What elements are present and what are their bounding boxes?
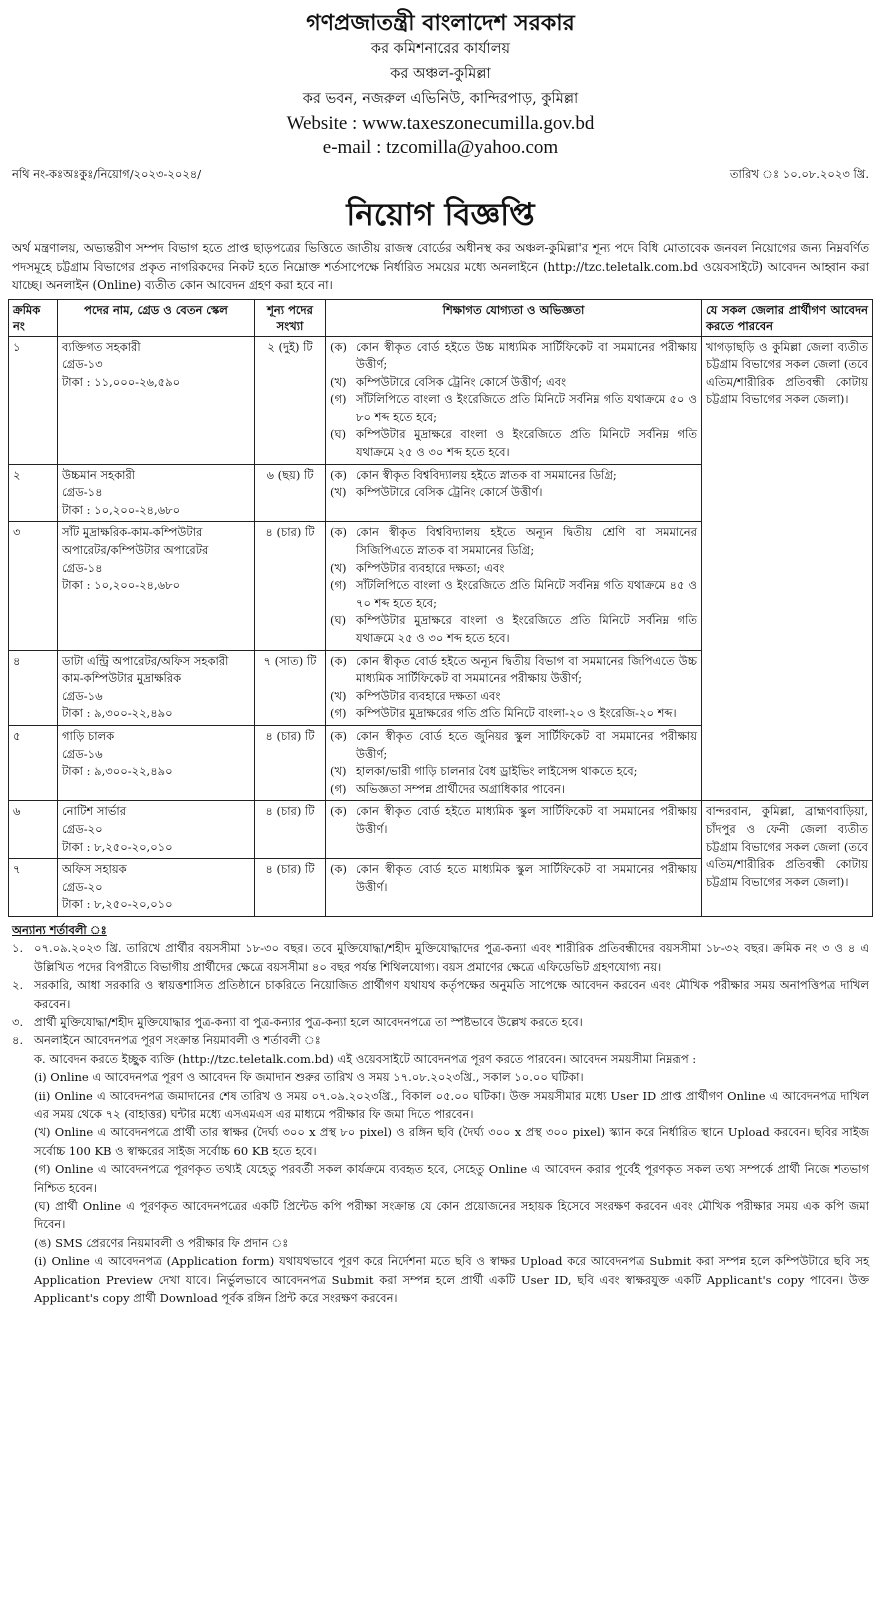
qualification-item bbox=[330, 467, 697, 485]
vacancy-count: ৭ (সাত) টি bbox=[255, 650, 326, 725]
table-row bbox=[9, 336, 873, 464]
post-scale: টাকা : ৮,২৫০-২০,০১০ bbox=[62, 839, 173, 854]
condition-number: ১. bbox=[12, 941, 24, 956]
qualification-marker: (গ) bbox=[330, 706, 347, 721]
vacancy-count: ৪ (চার) টি bbox=[255, 859, 326, 917]
letterhead bbox=[8, 10, 873, 160]
qualification-cell bbox=[326, 522, 702, 650]
qualification-marker: (ঘ) bbox=[330, 613, 347, 628]
condition-number: ৪. bbox=[12, 1033, 24, 1048]
qualification-item bbox=[330, 339, 697, 374]
qualification-marker: (ঘ) bbox=[330, 427, 347, 442]
post-scale: টাকা : ১০,২০০-২৪,৬৮০ bbox=[62, 502, 181, 517]
memo-date: তারিখ ঃ ১০.০৮.২০২৩ খ্রি. bbox=[729, 167, 869, 181]
qualification-marker: (গ) bbox=[330, 392, 347, 407]
qualification-text: কোন স্বীকৃত বোর্ড হতে মাধ্যমিক স্কুল সার্টিফিকেট বা সমমানের পরীক্ষায় উত্তীর্ণ। bbox=[356, 862, 697, 894]
website-link[interactable]: Website : www.taxeszonecumilla.gov.bd bbox=[286, 113, 595, 134]
post-grade: গ্রেড-১৬ bbox=[62, 688, 103, 703]
post-grade: গ্রেড-১৪ bbox=[62, 560, 103, 575]
qualification-text: কম্পিউটার ব্যবহারে দক্ষতা; এবং bbox=[356, 560, 505, 575]
vacancy-count: ২ (দুই) টি bbox=[255, 336, 326, 464]
online-rules-list bbox=[12, 1050, 869, 1308]
qualification-item bbox=[330, 728, 697, 763]
eligible-districts: খাগড়াছড়ি ও কুমিল্লা জেলা ব্যতীত চট্টগ্রাম বিভাগের সকল জেলা (তবে এতিম/শারীরিক প্রতিবন্ধী কোটায় চট্টগ্রাম বিভাগের সকল জেলা)। bbox=[702, 336, 873, 801]
col-header-districts: যে সকল জেলার প্রার্থীগণ আবেদন করতে পারবেন bbox=[702, 299, 873, 336]
qualification-cell bbox=[326, 725, 702, 800]
post-grade: গ্রেড-১৬ bbox=[62, 746, 103, 761]
condition-item bbox=[12, 939, 869, 976]
post-post: অফিস সহায়ক bbox=[62, 862, 127, 877]
online-rule-item: (খ) Online এ আবেদনপত্রে প্রার্থী তার স্বাক্ষর (দৈর্ঘ্য ৩০০ x প্রস্থ ৮০ pixel) ও রঙ্গিন ছবি (দৈর্ঘ্য ৩০০ x প্রস্থ ৩০০ pixel) স্ক্যান করে নির্ধারিত স্থানে Upload করবেন। ছবির সাইজ সর্বোচ্চ 100 KB ও স্বাক্ষরের সাইজ সর্বোচ্চ 60 KB হতে হবে। bbox=[34, 1125, 869, 1158]
post-post: গাড়ি চালক bbox=[62, 728, 115, 743]
page-title: নিয়োগ বিজ্ঞপ্তি bbox=[346, 197, 535, 233]
qualification-item bbox=[330, 705, 697, 723]
row-serial: ৪ bbox=[9, 650, 58, 725]
email-link[interactable]: e-mail : tzcomilla@yahoo.com bbox=[322, 137, 559, 158]
qualification-marker: (ক) bbox=[330, 467, 348, 482]
memo-line bbox=[8, 166, 873, 185]
post-scale: টাকা : ৯,৩০০-২২,৪৯০ bbox=[62, 764, 173, 779]
row-serial: ৩ bbox=[9, 522, 58, 650]
row-serial: ৭ bbox=[9, 859, 58, 917]
online-rule-item: (i) Online এ আবেদনপত্র পূরণ ও আবেদন ফি জমাদান শুরুর তারিখ ও সময় ১৭.০৮.২০২৩খ্রি., সকাল ১০.০০ ঘটিকা। bbox=[34, 1070, 584, 1085]
qualification-text: সাঁটলিপিতে বাংলা ও ইংরেজিতে প্রতি মিনিটে সর্বনিম্ন গতি যথাক্রমে ৪৫ ও ৭০ শব্দ হতে হবে; bbox=[356, 578, 697, 610]
qualification-marker: (খ) bbox=[330, 374, 347, 389]
conditions-heading: অন্যান্য শর্তাবলী ঃ bbox=[12, 922, 107, 937]
qualification-marker: (ক) bbox=[330, 339, 348, 354]
qualification-item bbox=[330, 484, 697, 502]
qualification-item bbox=[330, 524, 697, 559]
qualification-item bbox=[330, 781, 697, 799]
zone-name: কর অঞ্চল-কুমিল্লা bbox=[390, 66, 491, 82]
qualification-cell bbox=[326, 650, 702, 725]
post-cell bbox=[58, 522, 255, 650]
conditions-list bbox=[12, 939, 869, 1049]
qualification-item bbox=[330, 426, 697, 461]
intro-paragraph: অর্থ মন্ত্রণালয়, অভ্যন্তরীণ সম্পদ বিভাগ হতে প্রাপ্ত ছাড়পত্রের ভিত্তিতে জাতীয় রাজস্ব বোর্ডের অধীনস্থ কর অঞ্চল-কুমিল্লা'র শূন্য পদে বিধি মোতাবেক জনবল নিয়োগের জন্য নিম্নবর্ণিত পদসমূহে চট্টগ্রাম বিভাগের প্রকৃত নাগরিকদের নিকট হতে নিম্নোক্ত শর্তসাপেক্ষে নির্ধারিত সময়ের মধ্যে অনলাইনে (http://tzc.teletalk.com.bd ওয়েবসাইটে) আবেদন আহ্বান করা যাচ্ছে। অনলাইন (Online) ব্যতীত কোন আবেদন গ্রহণ করা হবে না। bbox=[12, 241, 869, 292]
job-circular-page bbox=[8, 10, 873, 1307]
qualification-text: কম্পিউটার মুদ্রাক্ষরের গতি প্রতি মিনিটে বাংলা-২০ ও ইংরেজি-২০ শব্দ। bbox=[356, 706, 677, 721]
qualification-item bbox=[330, 560, 697, 578]
post-grade: গ্রেড-১৪ bbox=[62, 485, 103, 500]
qualification-text: কম্পিউটার মুদ্রাক্ষরে বাংলা ও ইংরেজিতে প্রতি মিনিটে সর্বনিম্ন গতি যথাক্রমে ২৫ ও ৩০ শব্দ হতে হবে। bbox=[356, 427, 697, 460]
table-row bbox=[9, 801, 873, 859]
eligible-districts: বান্দরবান, কুমিল্লা, ব্রাহ্মণবাড়িয়া, চাঁদপুর ও ফেনী জেলা ব্যতীত চট্টগ্রাম বিভাগের সকল জেলা (তবে এতিম/শারীরিক প্রতিবন্ধী কোটায় চট্টগ্রাম বিভাগের সকল জেলা)। bbox=[702, 801, 873, 917]
post-cell bbox=[58, 725, 255, 800]
table-header-row bbox=[9, 299, 873, 336]
qualification-marker: (খ) bbox=[330, 485, 347, 500]
vacancy-table bbox=[8, 299, 873, 917]
post-cell bbox=[58, 464, 255, 522]
qualification-text: কোন স্বীকৃত বোর্ড হতে জুনিয়র স্কুল সার্টিফিকেট বা সমমানের পরীক্ষায় উত্তীর্ণ; bbox=[356, 728, 697, 761]
online-rule-item: ক. আবেদন করতে ইচ্ছুক ব্যক্তি (http://tzc.teletalk.com.bd) এই ওয়েবসাইটে আবেদনপত্র পূরণ করতে পারবেন। আবেদন সময়সীমা নিম্নরূপ : bbox=[34, 1051, 697, 1066]
qualification-item bbox=[330, 803, 697, 838]
qualification-text: সাঁটলিপিতে বাংলা ও ইংরেজিতে প্রতি মিনিটে সর্বনিম্ন গতি যথাক্রমে ৫০ ও ৮০ শব্দ হতে হবে; bbox=[356, 392, 697, 424]
qualification-cell bbox=[326, 801, 702, 859]
office-address: কর ভবন, নজরুল এভিনিউ, কান্দিরপাড়, কুমিল্লা bbox=[302, 91, 579, 107]
qualification-item bbox=[330, 861, 697, 896]
post-scale: টাকা : ১০,২০০-২৪,৬৮০ bbox=[62, 578, 181, 593]
col-header-post: পদের নাম, গ্রেড ও বেতন স্কেল bbox=[58, 299, 255, 336]
qualification-marker: (ক) bbox=[330, 862, 348, 877]
qualification-text: কোন স্বীকৃত বোর্ড হইতে অন্যূন দ্বিতীয় বিভাগ বা সমমানের জিপিএতে উচ্চ মাধ্যমিক সার্টিফিকেট বা সমমানের পরীক্ষায় উত্তীর্ণ; bbox=[356, 653, 697, 686]
qualification-text: হালকা/ভারী গাড়ি চালনার বৈধ ড্রাইভিং লাইসেন্স থাকতে হবে; bbox=[356, 764, 638, 779]
office-name: কর কমিশনারের কার্যালয় bbox=[370, 41, 511, 57]
qualification-text: অভিজ্ঞতা সম্পন্ন প্রার্থীদের অগ্রাধিকার পাবেন। bbox=[356, 781, 566, 796]
condition-item bbox=[12, 1031, 869, 1049]
qualification-cell bbox=[326, 464, 702, 522]
post-post: নোটিশ সার্ভার bbox=[62, 804, 127, 819]
post-post: সাঁট মুদ্রাক্ষরিক-কাম-কম্পিউটার অপারেটর/কম্পিউটার অপারেটর bbox=[62, 525, 209, 558]
condition-text: অনলাইনে আবেদনপত্র পূরণ সংক্রান্ত নিয়মাবলী ও শর্তাবলী ঃ bbox=[34, 1033, 321, 1048]
post-grade: গ্রেড-১৩ bbox=[62, 357, 103, 372]
qualification-marker: (ক) bbox=[330, 653, 348, 668]
post-post: উচ্চমান সহকারী bbox=[62, 467, 136, 482]
online-rule-item: (i) Online এ আবেদনপত্র (Application form) যথাযথভাবে পূরণ করে নির্দেশনা মতে ছবি ও স্বাক্ষর Upload করে আবেদনপত্র Submit করা সম্পন্ন হলে কম্পিউটারে ছবি সহ Application Preview দেখা যাবে। নির্ভুলভাবে আবেদনপত্র Submit করা সম্পন্ন হলে প্রার্থী একটি User ID, ছবি এবং স্বাক্ষরযুক্ত একটি Applicant's copy পাবেন। উক্ত Applicant's copy প্রার্থী Download পূর্বক রঙ্গিন প্রিন্ট করে সংরক্ষণ করবেন। bbox=[34, 1254, 869, 1306]
vacancy-count: ৬ (ছয়) টি bbox=[255, 464, 326, 522]
qualification-text: কোন স্বীকৃত বিশ্ববিদ্যালয় হইতে স্নাতক বা সমমানের ডিগ্রি; bbox=[356, 467, 617, 482]
qualification-marker: (খ) bbox=[330, 764, 347, 779]
online-rule-item: (ঙ) SMS প্রেরণের নিয়মাবলী ও পরীক্ষার ফি প্রদান ঃ bbox=[34, 1235, 289, 1250]
post-scale: টাকা : ৮,২৫০-২০,০১০ bbox=[62, 897, 173, 912]
col-header-qualification: শিক্ষাগত যোগ্যতা ও অভিজ্ঞতা bbox=[326, 299, 702, 336]
qualification-text: কম্পিউটারে বেসিক ট্রেনিং কোর্সে উত্তীর্ণ। bbox=[356, 485, 543, 500]
government-name: গণপ্রজাতন্ত্রী বাংলাদেশ সরকার bbox=[306, 10, 575, 36]
qualification-item bbox=[330, 374, 697, 392]
condition-number: ২. bbox=[12, 978, 24, 993]
qualification-text: কম্পিউটার মুদ্রাক্ষরে বাংলা ও ইংরেজিতে প্রতি মিনিটে সর্বনিম্ন গতি যথাক্রমে ২৫ ও ৩০ শব্দ হতে হবে। bbox=[356, 613, 697, 645]
table-body bbox=[9, 336, 873, 916]
qualification-text: কোন স্বীকৃত বোর্ড হইতে মাধ্যমিক স্কুল সার্টিফিকেট বা সমমানের পরীক্ষায় উত্তীর্ণ। bbox=[356, 804, 697, 836]
qualification-text: কম্পিউটার ব্যবহারে দক্ষতা এবং bbox=[356, 688, 501, 703]
qualification-item bbox=[330, 612, 697, 647]
col-header-sl: ক্রমিক নং bbox=[9, 299, 58, 336]
condition-text: সরকারি, আধা সরকারি ও স্বায়ত্তশাসিত প্রতিষ্ঠানে চাকরিতে নিয়োজিত প্রার্থীগণ যথাযথ কর্তৃপক্ষের অনুমতি সাপেক্ষে আবেদন করবেন এবং মৌখিক পরীক্ষার সময় অনাপত্তিপত্র দাখিল করবেন। bbox=[34, 978, 869, 1011]
post-cell bbox=[58, 650, 255, 725]
post-scale: টাকা : ৯,৩০০-২২,৪৯০ bbox=[62, 706, 173, 721]
qualification-cell bbox=[326, 336, 702, 464]
qualification-text: কম্পিউটারে বেসিক ট্রেনিং কোর্সে উত্তীর্ণ; এবং bbox=[356, 374, 567, 389]
post-scale: টাকা : ১১,০০০-২৬,৫৯০ bbox=[62, 374, 181, 389]
online-rule-item: (ii) Online এ আবেদনপত্র জমাদানের শেষ তারিখ ও সময় ০৭.০৯.২০২৩খ্রি., বিকাল ০৫.০০ ঘটিকা। উক্ত সময়সীমার মধ্যে User ID প্রাপ্ত প্রার্থীগণ Online এ আবেদনপত্র দাখিল এর সময় থেকে ৭২ (বাহাত্তর) ঘন্টার মধ্যে এসএমএস এর মাধ্যমে পরীক্ষার ফি জমা দিতে পারবেন। bbox=[34, 1088, 869, 1121]
qualification-item bbox=[330, 391, 697, 426]
memo-number: নথি নং-কঃঅঃকুঃ/নিয়োগ/২০২৩-২০২৪/ bbox=[12, 167, 202, 181]
post-post: ডাটা এন্ট্রি অপারেটর/অফিস সহকারী কাম-কম্পিউটার মুদ্রাক্ষরিক bbox=[62, 653, 229, 686]
qualification-marker: (গ) bbox=[330, 578, 347, 593]
post-grade: গ্রেড-২০ bbox=[62, 821, 103, 836]
online-rule-item: (গ) Online এ আবেদনপত্রে পূরণকৃত তথ্যই যেহেতু পরবর্তী সকল কার্যক্রমে ব্যবহৃত হবে, সেহেতু Online এ আবেদন করার পূর্বেই পূরণকৃত সকল তথ্য সম্পর্কে প্রার্থী নিজে শতভাগ নিশ্চিত হবেন। bbox=[34, 1162, 869, 1195]
qualification-marker: (ক) bbox=[330, 804, 348, 819]
qualification-marker: (ক) bbox=[330, 728, 348, 743]
post-cell bbox=[58, 801, 255, 859]
qualification-cell bbox=[326, 859, 702, 917]
post-post: ব্যক্তিগত সহকারী bbox=[62, 339, 141, 354]
post-cell bbox=[58, 336, 255, 464]
qualification-text: কোন স্বীকৃত বোর্ড হইতে উচ্চ মাধ্যমিক সার্টিফিকেট বা সমমানের পরীক্ষায় উত্তীর্ণ; bbox=[356, 339, 697, 372]
row-serial: ২ bbox=[9, 464, 58, 522]
vacancy-count: ৪ (চার) টি bbox=[255, 801, 326, 859]
condition-item bbox=[12, 976, 869, 1013]
qualification-marker: (খ) bbox=[330, 688, 347, 703]
condition-number: ৩. bbox=[12, 1014, 24, 1029]
qualification-text: কোন স্বীকৃত বিশ্ববিদ্যালয় হইতে অন্যূন দ্বিতীয় শ্রেণি বা সমমানের সিজিপিএতে স্নাতক বা সমমানের ডিগ্রি; bbox=[356, 525, 697, 558]
condition-text: ০৭.০৯.২০২৩ খ্রি. তারিখে প্রার্থীর বয়সসীমা ১৮-৩০ বছর। তবে মুক্তিযোদ্ধা/শহীদ মুক্তিযোদ্ধাদের পুত্র-কন্যা এবং শারীরিক প্রতিবন্ধীদের বয়সসীমা ১৮-৩২ বছর। ক্রমিক নং ৩ ও ৪ এ উল্লিখিত পদের বিপরীতে বিভাগীয় প্রার্থীদের ক্ষেত্রে বয়সসীমা ৪০ বছর পর্যন্ত শিথিলযোগ্য। বয়স প্রমাণের ক্ষেত্রে এফিডেভিট গ্রহণযোগ্য নয়। bbox=[34, 941, 869, 974]
condition-item bbox=[12, 1013, 869, 1031]
conditions-section bbox=[8, 921, 873, 1308]
qualification-marker: (গ) bbox=[330, 781, 347, 796]
qualification-item bbox=[330, 653, 697, 688]
qualification-item bbox=[330, 763, 697, 781]
vacancy-count: ৪ (চার) টি bbox=[255, 522, 326, 650]
vacancy-count: ৪ (চার) টি bbox=[255, 725, 326, 800]
post-grade: গ্রেড-২০ bbox=[62, 879, 103, 894]
online-rule-item: (ঘ) প্রার্থী Online এ পূরণকৃত আবেদনপত্রের একটি প্রিন্টেড কপি পরীক্ষা সংক্রান্ত যে কোন প্রয়োজনের সহায়ক হিসেবে সংরক্ষণ করবেন এবং মৌখিক পরীক্ষার সময় এক কপি জমা দিবেন। bbox=[34, 1199, 869, 1232]
condition-text: প্রার্থী মুক্তিযোদ্ধা/শহীদ মুক্তিযোদ্ধার পুত্র-কন্যা বা পুত্র-কন্যার পুত্র-কন্যা হলে আবেদনপত্রে তা স্পষ্টভাবে উল্লেখ করতে হবে। bbox=[34, 1014, 583, 1029]
row-serial: ১ bbox=[9, 336, 58, 464]
qualification-item bbox=[330, 577, 697, 612]
qualification-marker: (খ) bbox=[330, 560, 347, 575]
post-cell bbox=[58, 859, 255, 917]
qualification-item bbox=[330, 688, 697, 706]
row-serial: ৬ bbox=[9, 801, 58, 859]
qualification-marker: (ক) bbox=[330, 525, 348, 540]
row-serial: ৫ bbox=[9, 725, 58, 800]
col-header-count: শূন্য পদের সংখ্যা bbox=[255, 299, 326, 336]
